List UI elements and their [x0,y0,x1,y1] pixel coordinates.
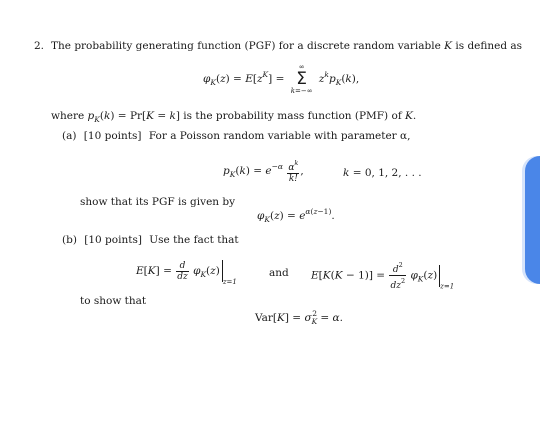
problem-intro [51,41,522,52]
part-a-header [62,131,410,142]
and-text: and [269,267,289,279]
variance-result: $Var[K] = \sigma_K^2 = \alpha$. [255,309,343,326]
poisson-pgf-result: $\varphi_K(z) = e^{\alpha(z-1)}$. [257,207,335,224]
intro-variable: K [444,40,453,52]
part-b-points: [10 points] [84,234,142,246]
part-b-label: (b) [62,234,77,246]
intro-text: The probability generating function (PGF) for a discrete random variable [51,40,441,52]
problem-number: 2. [34,40,45,52]
part-a-show-text: show that its PGF is given by [80,196,236,208]
expectation-equation: E[K] = $\frac{d}{dz}$ $\varphi_K(z)_{z=1}$ [136,260,237,286]
poisson-support: k = 0, 1, 2, . . . [343,167,422,179]
part-b-show-text: to show that [80,295,147,307]
part-a-text: For a Poisson random variable with parameter α, [148,130,411,142]
pmf-definition-text: where $p_K(k) = Pr[K = k]$ is the probability mass function (PMF) of K. [51,110,417,124]
intro-end: is defined as [455,40,523,52]
part-b-text: Use the fact that [149,234,239,246]
part-b-header [62,235,239,246]
poisson-pmf-equation: $p_K(k) = e^{-\alpha}$ $\frac{\alpha^k}{k!}$ , [223,159,304,184]
side-scroll-tab[interactable] [525,156,540,284]
summation-symbol: ∞ Σ k=−∞ [290,63,313,95]
part-a-points: [10 points] [83,130,142,142]
pgf-definition-equation: $\varphi_K(z) = E[z^K]$ = ∞ Σ k=−∞ $z^kp_K(k)$, [203,63,360,95]
part-a-label: (a) [62,130,77,142]
second-factorial-moment-equation: E[K(K − 1)] = $\frac{d^2}{dz^2}$ $\varphi_K(z)_{z=1}$ [311,261,455,291]
